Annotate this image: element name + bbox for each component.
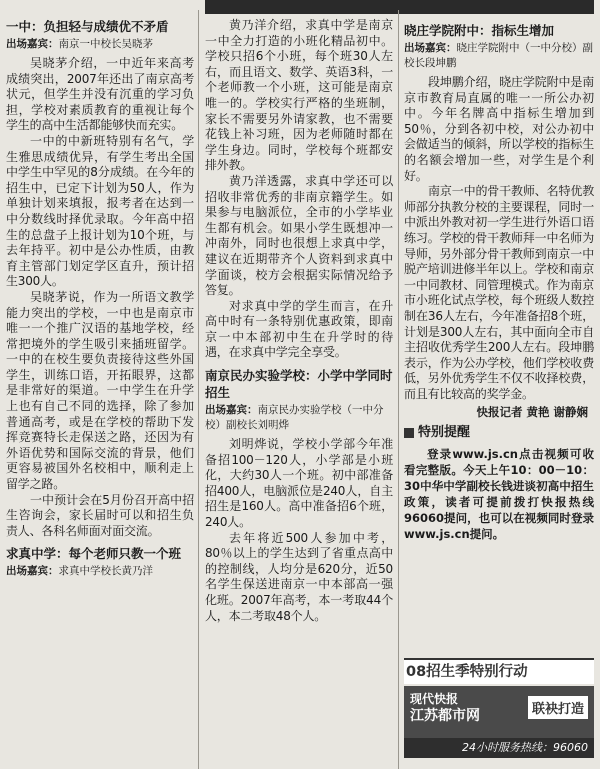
- special-notice-title: 特别提醒: [418, 425, 471, 441]
- column-3: [404, 22, 594, 658]
- paragraph: 吴晓茅说，作为一所语文教学能力突出的学校，一中也是南京市唯一一个推广汉语的基地学校，经常把境外的学生吸引来插班留学。一中的在校生要负责接待这些外国学生，训练口语，开拓眼界，这都是非常好的渠道。一中学生在升学上也有自己不同的选择，除了参加普通高考，或是在学校的帮助下发挥竞赛特长走保送之路，还因为有外语优势和国际交流的背景，他们更容易被国外名校相中，顺利走上留学之路。: [6, 289, 194, 492]
- guest-name: 南京民办实验学校（一中分校）副校长刘明烨: [205, 404, 384, 432]
- guest-name: 求真中学校长黄乃洋: [58, 565, 153, 578]
- guest-line: [6, 37, 194, 52]
- paragraph: 刘明烨说，学校小学部今年准备招100－120人，小学部是小班化，大约30人一个班。初中部准备招400人，电脑派位是240人，自主招生是160人。高中准备招6个班，240人。: [205, 437, 393, 530]
- paragraph: 一中预计会在5月份召开高中招生咨询会，家长届时可以和招生负责人、各科名师面对面交流。: [6, 492, 194, 538]
- guest-label: 出场嘉宾：: [205, 404, 258, 417]
- header-bar: [205, 0, 594, 14]
- section-title-yizhong: 一中：负担轻与成绩优不矛盾: [6, 19, 169, 34]
- square-bullet-icon: [404, 428, 414, 438]
- paragraph: 段坤鹏介绍，晓庄学院附中是南京市教育局直属的唯一一所公办初中。今年名牌高中指标生增加到50％，分到各初中校，对公办初中会做适当的倾斜，所以学校的指标生的名额会增加一些，对学生是个利好。: [404, 75, 594, 183]
- section-title-xiaozhuang: 晓庄学院附中：指标生增加: [404, 23, 555, 38]
- section-title-qiuzhen: 求真中学：每个老师只教一个班: [6, 546, 182, 562]
- section-title-minban: 南京民办实验学校：小学中学同时招生: [205, 368, 393, 401]
- column-2: [205, 18, 393, 624]
- column-1: [6, 18, 194, 583]
- guest-name: 南京一中校长吴晓茅: [58, 38, 153, 50]
- guest-label: 出场嘉宾：: [6, 38, 59, 50]
- paragraph: 黄乃洋透露，求真中学还可以招收非常优秀的非南京籍学生。如果参与电脑派位，全市的小学毕业生都有机会。如果小学生既想冲一冲南外，同时也很想上求真中学，建议在近期带齐个人资料到求真中学面谈，校方会根据实际情况给予答复。: [205, 173, 393, 298]
- promo-box: [404, 686, 594, 758]
- paragraph: 一中的中新班特别有名气，学生雅思成绩优异，有学生考出全国中学生中罕见的8分成绩。在今年的招生中，已定下计划为50人，作为单独计划来填报，报考者在达到一中分数线时择优录取。今年高中招生的总盘子上报计划为10个班，与去年持平。初中是公办性质，由教育主管部门划定学区直升，预计招生300人。: [6, 133, 194, 289]
- guest-label: 出场嘉宾：: [404, 42, 457, 54]
- paragraph: 去年将近500人参加中考，80％以上的学生达到了省重点高中的控制线，人均分是620分，近50名学生保送进南京一中本部高一强化班。2007年高考，本一考取44个人，本二考取48个人。: [205, 530, 393, 623]
- promo-tagline: 联袂打造: [528, 696, 588, 719]
- special-notice-text: 登录www.js.cn点击视频可收看完整版。今天上午10：00－10：30中华中学副校长钱进谈初高中招生政策，读者可提前拨打快报热线96060提问，也可以在视频同时登录www.js.cn提问。: [404, 447, 594, 542]
- reporter-credit: 快报记者 黄艳 谢静娴: [476, 405, 588, 420]
- paragraph: 吴晓茅介绍，一中近年来高考成绩突出，2007年还出了南京高考状元，但学生并没有沉重的学习负担，学校对素质教育的重视让每个学生的高中生活都能够快而充实。: [6, 56, 194, 133]
- column-divider: [398, 10, 399, 769]
- paragraph: 黄乃洋介绍，求真中学是南京一中全力打造的小班化精品初中。学校只招6个小班，每个班30人左右，而且语文、数学、英语3科，一个老师教一个小班，这可能是南京唯一的。学校实行严格的坐班制，家长不需要另外请家教，也不需要花钱上补习班，因为老师随时都在学生身边。同时，学校每个班都安排外教。: [205, 18, 393, 173]
- promo-hotline: 24小时服务热线：96060: [404, 738, 594, 758]
- guest-line: [205, 403, 393, 433]
- column-divider: [198, 10, 199, 769]
- paragraph: 南京一中的骨干教师、名特优教师部分执教分校的主要课程，同时一中派出外教对初一学生进行外语口语练习。学校的骨干教师拜一中名师为导师，另外部分骨干教师到南京一中脱产培训进修半年以上。学校和南京一中同教材、同管理模式。作为南京市小班化试点学校，每个班级人数控制在36人左右，今年准备招8个班，计划是300人左右，其中面向全市自主招收优秀学生200人左右。段坤鹏表示，作为公办学校，他们学校收费低，另外优秀学生不仅不收择校费，而且有比较高的奖学金。: [404, 184, 594, 401]
- promo-brand-2: 江苏都市网: [410, 708, 480, 724]
- guest-name: 晓庄学院附中（一中分校）副校长段坤鹏: [404, 42, 593, 69]
- promo-banner: [404, 658, 594, 768]
- guest-line: [404, 41, 594, 71]
- guest-line: [6, 564, 194, 579]
- guest-label: 出场嘉宾：: [6, 565, 59, 578]
- promo-title: 08招生季特别行动: [404, 658, 594, 684]
- paragraph: 对求真中学的学生而言，在升高中时有一条特别优惠政策，即南京一中本部初中生在升学时的待遇，在求真中学完全享受。: [205, 298, 393, 360]
- special-notice-heading: [404, 424, 594, 442]
- promo-brand-1: 现代快报: [410, 692, 459, 706]
